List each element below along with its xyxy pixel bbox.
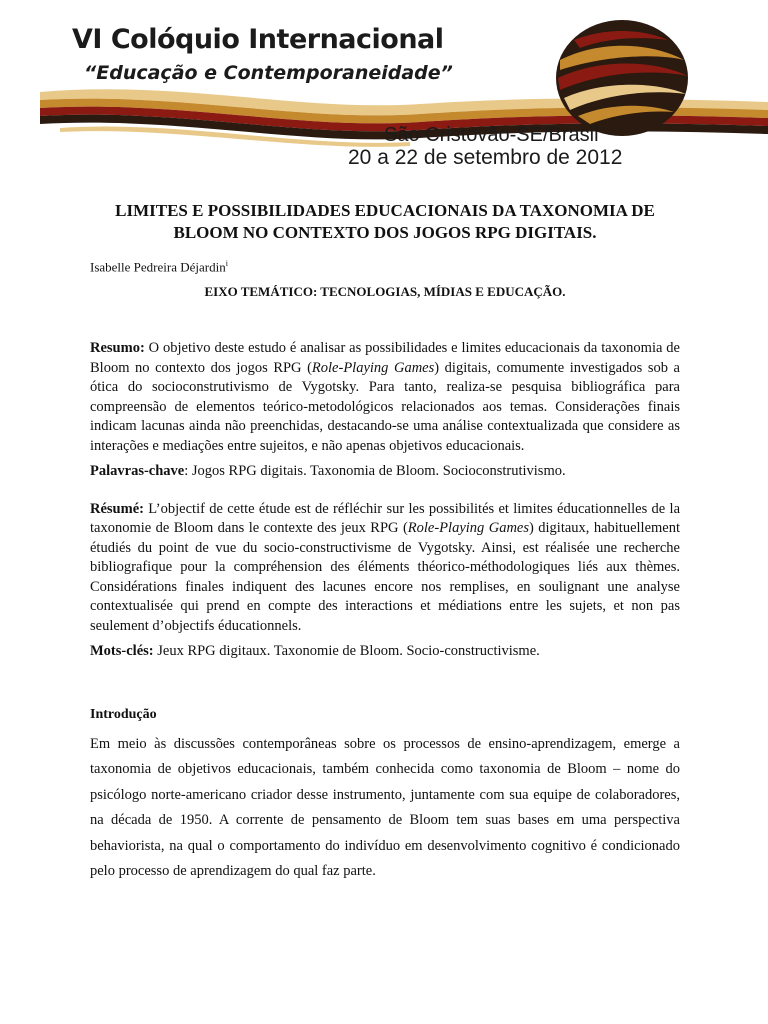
abstract-pt-label: Resumo:: [90, 340, 145, 357]
keywords-pt: [90, 462, 680, 482]
author-line: [90, 256, 680, 275]
conference-subtitle: “Educação e Contemporaneidade”: [84, 62, 453, 84]
section-heading-intro: Introdução: [90, 706, 157, 722]
abstract-fr-emphasis: Role-Playing Games: [407, 520, 529, 537]
conference-title: VI Colóquio Internacional: [72, 24, 444, 55]
banner-sphere-logo: [556, 20, 688, 136]
abstract-pt-text-a: O objetivo deste estudo é analisar as possibilidades e limites educacionais da taxonomia de Bloom no contexto dos jogos RPG (: [90, 340, 680, 376]
keywords-fr: [90, 642, 680, 662]
paper-title-line-2: BLOOM NO CONTEXTO DOS JOGOS RPG DIGITAIS.: [173, 223, 597, 242]
abstract-fr-text-b: ) digitaux, habituellement étudiés du point de vue du socio-constructivisme de Vygotsky. Ainsi, est réalisée une recherche bibliografique pour la compréhension des éléments théorico-méthodologiques liés aux thèmes. Considérations finales indiquent des lacunes encore nos remplises, en soulignant une analyse contextualisée qui prend en compte des interactions et médiations entre les sujets, et non pas seulement d’objectifs éducationnels.: [90, 520, 681, 634]
abstract-pt-emphasis: Role-Playing Games: [311, 359, 435, 376]
paper-content: [90, 200, 680, 885]
keywords-fr-label: Mots-clés:: [90, 643, 154, 660]
thematic-axis: EIXO TEMÁTICO: TECNOLOGIAS, MÍDIAS E EDUCAÇÃO.: [204, 284, 566, 300]
abstract-pt-text-b: ) digitais, comumente investigados sob a ótica do socioconstrutivismo de Vygotsky. Para tanto, realiza-se pesquisa bibliográfica para compreensão de elementos teórico-metodológicos relacionados aos temas. Considerações finais indicam lacunas ainda não preenchidas, destacando-se uma análise contextualizada que considere as interações e mediações entre sujeitos, e não apenas objetivos educacionais.: [90, 359, 680, 454]
author-name: Isabelle Pedreira Déjardin: [90, 259, 226, 275]
paper-title-line-1: LIMITES E POSSIBILIDADES EDUCACIONAIS DA TAXONOMIA DE: [115, 201, 655, 220]
abstract-fr: [90, 500, 680, 637]
keywords-pt-text: : Jogos RPG digitais. Taxonomia de Bloom. Socioconstrutivismo.: [184, 463, 566, 480]
conference-location: São Cristovão-SE/Brasil: [384, 124, 599, 146]
abstract-fr-label: Résumé:: [90, 500, 144, 517]
abstract-fr-text-a: L’objectif de cette étude est de réfléchir sur les possibilités et limites éducationnelles de la taxonomie de Bloom dans le contexte des jeux RPG (: [90, 500, 680, 537]
author-footnote-marker[interactable]: i: [225, 259, 228, 268]
keywords-pt-label: Palavras-chave: [90, 463, 185, 480]
conference-dates: 20 a 22 de setembro de 2012: [348, 146, 623, 169]
abstract-pt: [90, 339, 680, 456]
conference-banner: [0, 0, 768, 178]
keywords-fr-text: Jeux RPG digitaux. Taxonomie de Bloom. Socio-constructivisme.: [153, 643, 540, 660]
intro-paragraph: Em meio às discussões contemporâneas sobre os processos de ensino-aprendizagem, emerge a taxonomia de objetivos educacionais, também conhecida como taxonomia de Bloom – nome do psicólogo norte-americano criador desse instrumento, juntamente com sua equipe de colaboradores, na década de 1950. A corrente de pensamento de Bloom tem suas bases em uma perspectiva behaviorista, na qual o comportamento do indivíduo em desenvolvimento cognitivo é condicionado pelo processo de aprendizagem do qual faz parte.: [90, 735, 680, 880]
paper-title: [90, 200, 680, 244]
